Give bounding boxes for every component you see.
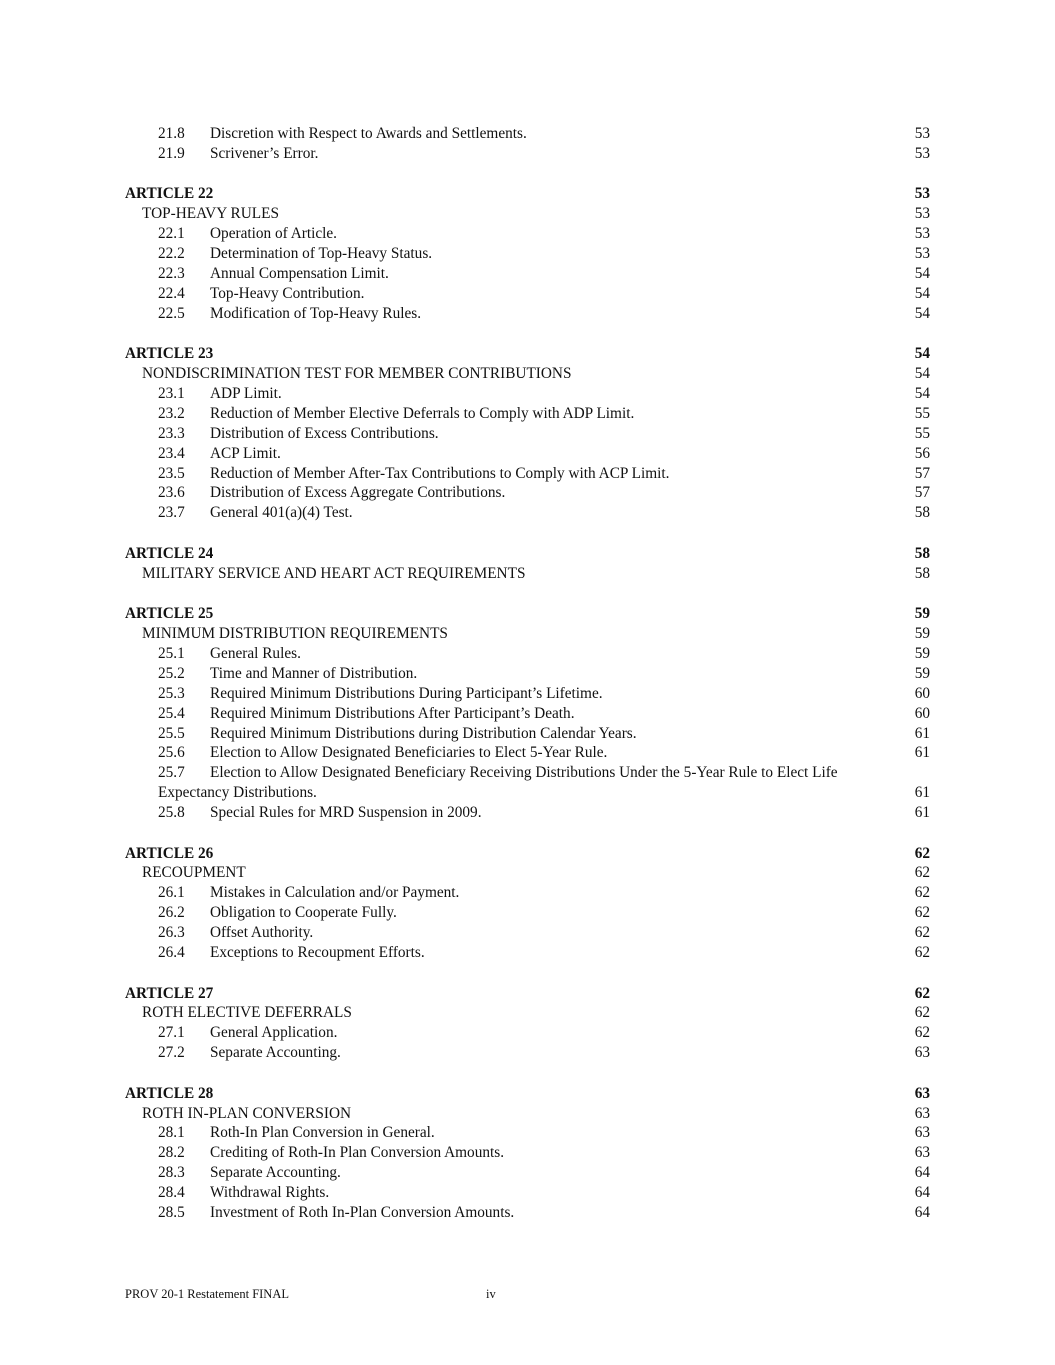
toc-entry-title: ADP Limit. [210, 384, 282, 402]
toc-heading-row[interactable] [125, 1104, 930, 1124]
toc-page-number: 61 [914, 804, 930, 822]
toc-entry-title: Withdrawal Rights. [210, 1184, 330, 1202]
toc-section-number: 25.5 [158, 724, 185, 742]
toc-entry-title: Time and Manner of Distribution. [210, 664, 418, 682]
toc-page-number: 63 [914, 1124, 930, 1142]
toc-entry-title: Special Rules for MRD Suspension in 2009. [210, 804, 482, 822]
toc-section-number: 26.4 [158, 944, 185, 962]
toc-section-row[interactable] [125, 144, 930, 164]
toc-section-number: 28.1 [158, 1124, 185, 1142]
toc-section-row[interactable] [125, 883, 930, 903]
toc-entry-title: Mistakes in Calculation and/or Payment. [210, 884, 460, 902]
toc-section-number: 28.3 [158, 1164, 185, 1182]
toc-section-number: 25.8 [158, 804, 185, 822]
toc-section-number: 22.3 [158, 264, 185, 282]
toc-entry-title: Separate Accounting. [210, 1164, 341, 1182]
toc-page-number: 61 [914, 724, 930, 742]
toc-page-number: 64 [914, 1184, 930, 1202]
toc-entry-title: Election to Allow Designated Beneficiary Receiving Distributions Under the 5-Year Rule to Elect Life [210, 764, 838, 782]
table-of-contents [125, 124, 930, 1223]
toc-entry-title: Required Minimum Distributions during Distribution Calendar Years. [210, 724, 637, 742]
toc-entry-title: Exceptions to Recoupment Efforts. [210, 944, 425, 962]
toc-page-number: 64 [914, 1164, 930, 1182]
toc-section-number: 26.1 [158, 884, 185, 902]
toc-cont-row[interactable] [125, 783, 930, 803]
toc-page-number: 61 [914, 784, 930, 802]
toc-page-number: 60 [914, 684, 930, 702]
toc-heading-row[interactable] [125, 863, 930, 883]
toc-section-row[interactable] [125, 284, 930, 304]
toc-article-row[interactable] [125, 984, 930, 1004]
toc-section-row[interactable] [125, 124, 930, 144]
toc-section-number: 25.1 [158, 644, 185, 662]
toc-page-number: 62 [914, 924, 930, 942]
toc-page-number: 63 [914, 1044, 930, 1062]
toc-heading-row[interactable] [125, 564, 930, 584]
toc-entry-title: Distribution of Excess Aggregate Contributions. [210, 484, 506, 502]
toc-page-number: 53 [914, 125, 930, 142]
toc-entry-title: ARTICLE 23 [125, 345, 214, 363]
toc-section-row[interactable] [125, 244, 930, 264]
toc-section-number: 22.2 [158, 245, 185, 263]
toc-section-number: 25.3 [158, 684, 185, 702]
toc-page-number: 62 [914, 984, 930, 1002]
toc-section-row[interactable] [125, 304, 930, 324]
toc-page-number: 54 [914, 384, 930, 402]
toc-article-row[interactable] [125, 844, 930, 864]
toc-article-row[interactable] [125, 604, 930, 624]
toc-page-number: 61 [914, 744, 930, 762]
toc-page-number: 53 [914, 225, 930, 243]
toc-page-number: 55 [914, 424, 930, 442]
toc-page-number: 53 [914, 185, 930, 203]
toc-entry-title: Discretion with Respect to Awards and Settlements. [210, 125, 527, 142]
toc-entry-title: Offset Authority. [210, 924, 314, 942]
toc-page-number: 53 [914, 205, 930, 223]
toc-page-number: 58 [914, 544, 930, 562]
toc-section-row[interactable] [125, 224, 930, 244]
toc-section-row[interactable] [125, 763, 930, 783]
toc-entry-title: Annual Compensation Limit. [210, 264, 389, 282]
toc-page-number: 58 [914, 504, 930, 522]
toc-heading-row[interactable] [125, 1003, 930, 1023]
toc-entry-title: TOP-HEAVY RULES [142, 205, 279, 223]
toc-section-row[interactable] [125, 483, 930, 503]
toc-entry-title: ARTICLE 24 [125, 544, 214, 562]
toc-section-number: 23.1 [158, 384, 185, 402]
toc-entry-title: ROTH IN-PLAN CONVERSION [142, 1104, 352, 1122]
toc-entry-title: Separate Accounting. [210, 1044, 341, 1062]
toc-section-number: 25.2 [158, 664, 185, 682]
toc-page-number: 59 [914, 644, 930, 662]
toc-article-row[interactable] [125, 1084, 930, 1104]
toc-page-number: 63 [914, 1084, 930, 1102]
toc-entry-title: ARTICLE 26 [125, 844, 214, 862]
toc-entry-title: Required Minimum Distributions During Participant’s Lifetime. [210, 684, 603, 702]
toc-section-row[interactable] [125, 704, 930, 724]
toc-heading-row[interactable] [125, 364, 930, 384]
toc-section-number: 28.4 [158, 1184, 185, 1202]
toc-entry-title: General Rules. [210, 644, 301, 662]
toc-entry-title: ROTH ELECTIVE DEFERRALS [142, 1004, 352, 1022]
toc-page-number: 62 [914, 904, 930, 922]
toc-section-number: 22.4 [158, 284, 185, 302]
toc-section-row[interactable] [125, 664, 930, 684]
toc-section-number: 28.2 [158, 1144, 185, 1162]
toc-page-number: 62 [914, 844, 930, 862]
toc-entry-title: Scrivener’s Error. [210, 144, 319, 162]
toc-page-number: 54 [914, 345, 930, 363]
toc-page-number: 63 [914, 1104, 930, 1122]
toc-page-number: 64 [914, 1204, 930, 1222]
toc-section-row[interactable] [125, 444, 930, 464]
toc-entry-title: Distribution of Excess Contributions. [210, 424, 439, 442]
toc-page-number: 53 [914, 245, 930, 263]
toc-page-number: 54 [914, 304, 930, 322]
toc-entry-title: NONDISCRIMINATION TEST FOR MEMBER CONTRIBUTIONS [142, 365, 572, 383]
toc-page-number: 57 [914, 484, 930, 502]
toc-entry-title: Reduction of Member Elective Deferrals to Comply with ADP Limit. [210, 404, 635, 422]
toc-page-number: 63 [914, 1144, 930, 1162]
toc-heading-row[interactable] [125, 624, 930, 644]
toc-entry-title: ARTICLE 22 [125, 185, 214, 203]
toc-section-row[interactable] [125, 1143, 930, 1163]
toc-page-number: 62 [914, 864, 930, 882]
toc-section-number: 27.2 [158, 1044, 185, 1062]
toc-page-number: 62 [914, 1024, 930, 1042]
toc-section-row[interactable] [125, 903, 930, 923]
toc-heading-row[interactable] [125, 204, 930, 224]
toc-entry-title: Roth-In Plan Conversion in General. [210, 1124, 435, 1142]
toc-section-row[interactable] [125, 1203, 930, 1223]
toc-section-row[interactable] [125, 684, 930, 704]
toc-page-number: 62 [914, 1004, 930, 1022]
toc-section-number: 23.2 [158, 404, 185, 422]
toc-section-number: 25.6 [158, 744, 185, 762]
toc-entry-title: ARTICLE 28 [125, 1084, 214, 1102]
toc-entry-title: General Application. [210, 1024, 338, 1042]
toc-section-row[interactable] [125, 464, 930, 484]
toc-section-row[interactable] [125, 743, 930, 763]
toc-page-number: 56 [914, 444, 930, 462]
toc-section-number: 23.4 [158, 444, 185, 462]
footer-document-label: PROV 20-1 Restatement FINAL [125, 1287, 289, 1301]
toc-page-number: 59 [914, 664, 930, 682]
toc-section-row[interactable] [125, 1043, 930, 1063]
toc-section-number: 27.1 [158, 1024, 185, 1042]
toc-entry-title: ACP Limit. [210, 444, 281, 462]
toc-section-row[interactable] [125, 264, 930, 284]
toc-section-row[interactable] [125, 1163, 930, 1183]
toc-page-number: 59 [914, 625, 930, 643]
toc-section-number: 23.6 [158, 484, 185, 502]
toc-entry-title: ARTICLE 25 [125, 605, 214, 623]
toc-page-number: 60 [914, 704, 930, 722]
toc-entry-title: Top-Heavy Contribution. [210, 284, 365, 302]
toc-entry-title: MINIMUM DISTRIBUTION REQUIREMENTS [142, 625, 448, 643]
toc-article-row[interactable] [125, 344, 930, 364]
toc-page-number: 55 [914, 404, 930, 422]
toc-entry-title: Investment of Roth In-Plan Conversion Amounts. [210, 1204, 515, 1222]
toc-section-row[interactable] [125, 384, 930, 404]
toc-page-number: 62 [914, 884, 930, 902]
toc-section-row[interactable] [125, 803, 930, 823]
toc-page-number: 53 [914, 144, 930, 162]
toc-section-row[interactable] [125, 1023, 930, 1043]
toc-entry-title: Crediting of Roth-In Plan Conversion Amounts. [210, 1144, 505, 1162]
toc-section-row[interactable] [125, 724, 930, 744]
toc-entry-title: Modification of Top-Heavy Rules. [210, 304, 422, 322]
toc-section-number: 28.5 [158, 1204, 185, 1222]
toc-section-row[interactable] [125, 404, 930, 424]
toc-page-number: 54 [914, 284, 930, 302]
toc-entry-title: General 401(a)(4) Test. [210, 504, 353, 522]
toc-entry-title: Election to Allow Designated Beneficiaries to Elect 5-Year Rule. [210, 744, 608, 762]
toc-section-row[interactable] [125, 1183, 930, 1203]
toc-page-number: 54 [914, 264, 930, 282]
toc-entry-title: Expectancy Distributions. [158, 784, 317, 802]
toc-section-row[interactable] [125, 1123, 930, 1143]
toc-page-number: 59 [914, 605, 930, 623]
toc-section-number: 23.7 [158, 504, 185, 522]
toc-section-row[interactable] [125, 923, 930, 943]
toc-section-number: 23.3 [158, 424, 185, 442]
toc-entry-title: RECOUPMENT [142, 864, 246, 882]
toc-page-number: 54 [914, 365, 930, 383]
toc-entry-title: Obligation to Cooperate Fully. [210, 904, 397, 922]
toc-section-number: 26.3 [158, 924, 185, 942]
toc-entry-title: Reduction of Member After-Tax Contributions to Comply with ACP Limit. [210, 464, 670, 482]
toc-section-number: 25.4 [158, 704, 185, 722]
toc-section-number: 21.8 [158, 125, 185, 142]
toc-section-number: 26.2 [158, 904, 185, 922]
toc-entry-title: Required Minimum Distributions After Participant’s Death. [210, 704, 575, 722]
toc-page-number: 57 [914, 464, 930, 482]
toc-entry-title: Determination of Top-Heavy Status. [210, 245, 433, 263]
toc-page-number: 58 [914, 564, 930, 582]
toc-section-number: 22.1 [158, 225, 185, 243]
toc-section-row[interactable] [125, 943, 930, 963]
toc-section-number: 22.5 [158, 304, 185, 322]
footer-page-number: iv [486, 1287, 496, 1301]
toc-article-row[interactable] [125, 184, 930, 204]
toc-entry-title: ARTICLE 27 [125, 984, 214, 1002]
toc-section-number: 23.5 [158, 464, 185, 482]
toc-section-number: 25.7 [158, 764, 185, 782]
toc-section-number: 21.9 [158, 144, 185, 162]
toc-section-row[interactable] [125, 644, 930, 664]
toc-section-row[interactable] [125, 424, 930, 444]
toc-entry-title: MILITARY SERVICE AND HEART ACT REQUIREMENTS [142, 564, 526, 582]
toc-article-row[interactable] [125, 544, 930, 564]
toc-section-row[interactable] [125, 503, 930, 523]
toc-entry-title: Operation of Article. [210, 225, 338, 243]
toc-page-number: 62 [914, 944, 930, 962]
